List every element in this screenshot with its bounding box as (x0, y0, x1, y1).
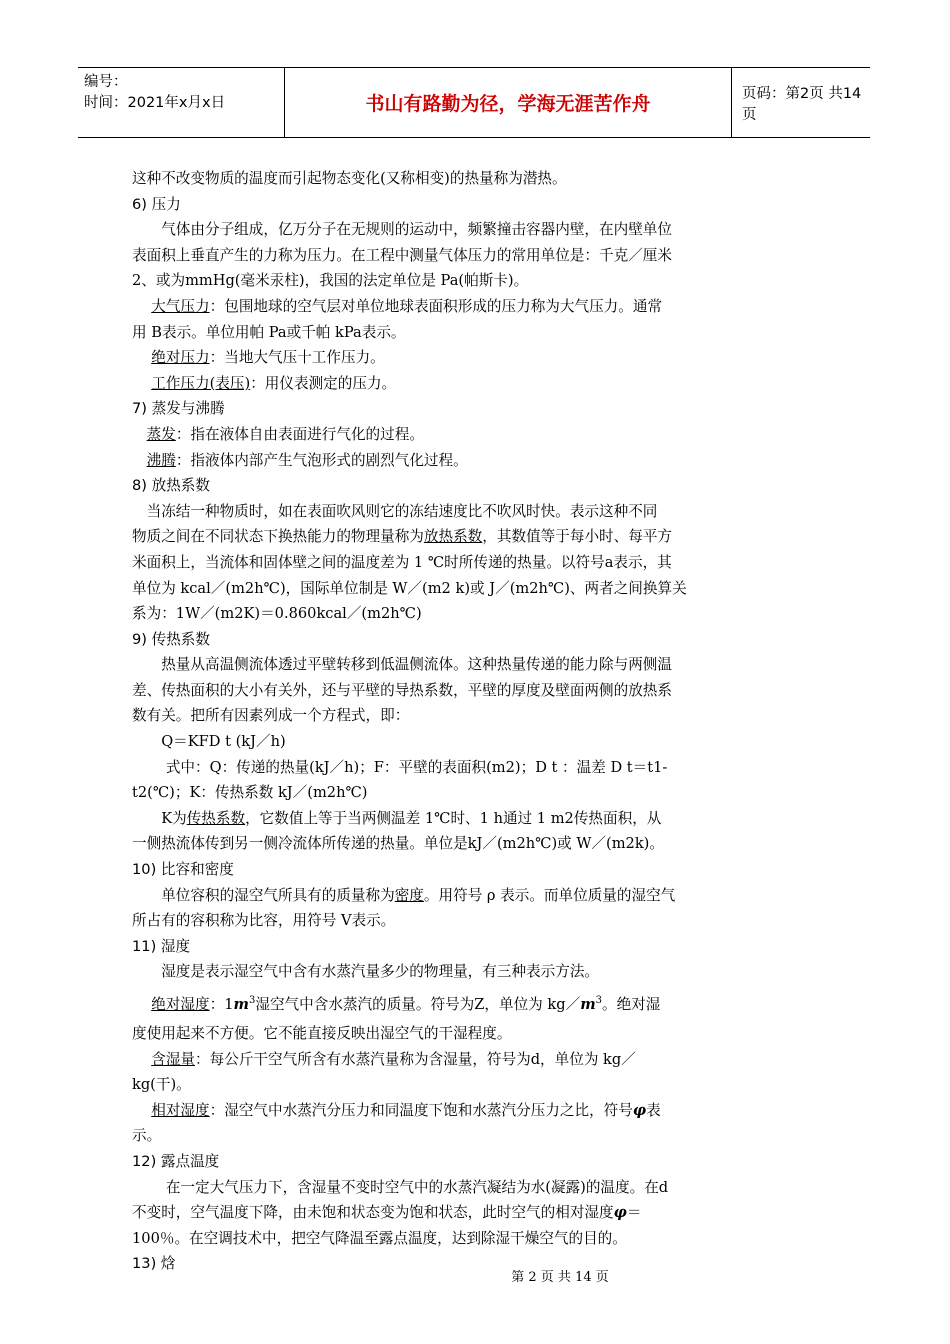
math-symbol-phi: φ (613, 1204, 627, 1222)
term-boiling: 沸腾 (146, 451, 176, 469)
document-date-label: 时间：2021年x月x日 (84, 95, 226, 111)
section-heading-evaporation: 7) 蒸发与沸腾 (132, 400, 225, 418)
term-definition: ：包围地球的空气层对单位地球表面积形成的压力称为大气压力。通常 (209, 297, 663, 315)
paragraph-line (132, 524, 854, 550)
section-heading-humidity: 11) 湿度 (132, 937, 191, 955)
text-run: 不变时，空气温度下降，由未饱和状态变为饱和状态，此时空气的相对湿度 (132, 1204, 614, 1222)
paragraph-line (132, 294, 854, 320)
paragraph-line: 一侧热流体传到另一侧冷流体所传递的热量。单位是kJ／(m2h℃)或 W／(m2k)。 (132, 835, 664, 853)
paragraph-line: 气体由分子组成，亿万分子在无规则的运动中，频繁撞击容器内壁，在内壁单位 (132, 221, 672, 239)
text-run: 表 (646, 1101, 661, 1119)
page-footer: 第 2 页 共 14 页 (511, 1270, 609, 1285)
page-header (78, 67, 870, 138)
text-run: ，它数值上等于当两侧温差 1℃时、1 h通过 1 m2传热面积，从 (245, 809, 662, 827)
text-run: 湿空气中含水蒸汽的质量。符号为Z，单位为 kg／ (255, 996, 581, 1013)
text-run: ，其数值等于每小时、每平方 (482, 528, 673, 546)
term-relative-humidity: 相对湿度 (151, 1101, 210, 1119)
document-body (132, 166, 854, 1277)
text-run: ：每公斤干空气所含有水蒸汽量称为含湿量，符号为d，单位为 kg／ (195, 1050, 636, 1068)
term-evaporation: 蒸发 (146, 425, 176, 443)
paragraph-line: 在一定大气压力下，含湿量不变时空气中的水蒸汽凝结为水(凝露)的温度。在d (132, 1178, 669, 1196)
text-run: 单位容积的湿空气所具有的质量称为 (132, 886, 395, 904)
term-absolute-humidity: 绝对湿度 (151, 996, 210, 1013)
text-run: 。用符号 ρ 表示。而单位质量的湿空气 (423, 886, 676, 904)
paragraph-line: 这种不改变物质的温度而引起物态变化(又称相变)的热量称为潜热。 (132, 170, 567, 187)
superscript: 3 (595, 995, 603, 1007)
paragraph-line: 热量从高温侧流体透过平壁转移到低温侧流体。这种热量传递的能力除与两侧温 (132, 656, 672, 674)
header-meta (78, 68, 285, 137)
text-run: 物质之间在不同状态下换热能力的物理量称为 (132, 528, 424, 546)
term-density: 密度 (394, 886, 424, 904)
math-symbol-m: m (580, 996, 596, 1013)
header-page-number: 页码：第2页 共14页 (742, 85, 862, 123)
paragraph-line: 湿度是表示湿空气中含有水蒸汽量多少的物理量，有三种表示方法。 (132, 963, 600, 981)
section-heading-enthalpy: 13) 焓 (132, 1255, 176, 1273)
term-working-pressure: 工作压力(表压) (151, 374, 251, 392)
superscript: 3 (248, 995, 256, 1007)
text-run: 。绝对湿 (602, 996, 661, 1013)
paragraph-line: 所占有的容积称为比容，用符号 V表示。 (132, 912, 396, 930)
section-heading-dew-point: 12) 露点温度 (132, 1152, 220, 1170)
term-heat-transfer-coefficient: 传热系数 (186, 809, 246, 827)
equation-line: Q＝KFD t (kJ／h) (132, 733, 286, 751)
document-number-label: 编号： (84, 74, 128, 90)
paragraph-line (132, 1098, 854, 1124)
paragraph-line: 用 B表示。单位用帕 Pa或千帕 kPa表示。 (132, 323, 406, 341)
paragraph-line: 2、或为mmHg(毫米汞柱)，我国的法定单位是 Pa(帕斯卡)。 (132, 272, 529, 290)
paragraph-line (132, 371, 854, 397)
header-motto: 书山有路勤为径，学海无涯苦作舟 (285, 68, 732, 137)
paragraph-line (132, 448, 854, 474)
paragraph-line: 系为：1W／(m2K)＝0.860kcal／(m2h℃) (132, 605, 422, 623)
paragraph-line: 度使用起来不方便。它不能直接反映出湿空气的干湿程度。 (132, 1025, 512, 1042)
term-definition: ：当地大气压十工作压力。 (209, 349, 385, 367)
term-moisture-content: 含湿量 (151, 1050, 196, 1068)
text-run: ：1 (209, 996, 234, 1013)
paragraph-line: 式中：Q：传递的热量(kJ／h)；F：平壁的表面积(m2)；D t ：温差 D t＝t1- (132, 758, 668, 776)
term-heat-release-coefficient: 放热系数 (423, 528, 483, 546)
text-run: ：湿空气中水蒸汽分压力和同温度下饱和水蒸汽分压力之比，符号 (209, 1101, 633, 1119)
paragraph-line: 表面积上垂直产生的力称为压力。在工程中测量气体压力的常用单位是：千克／厘米 (132, 246, 672, 264)
paragraph-line: 差、传热面积的大小有关外，还与平壁的导热系数，平壁的厚度及壁面两侧的放热系 (132, 681, 672, 699)
paragraph-line (132, 1200, 854, 1226)
paragraph-line: 100％。在空调技术中，把空气降温至露点温度，达到除湿干燥空气的目的。 (132, 1229, 627, 1247)
paragraph-line: 数有关。把所有因素列成一个方程式，即： (132, 707, 410, 725)
term-absolute-pressure: 绝对压力 (151, 349, 210, 367)
paragraph-line: 当冻结一种物质时，如在表面吹风则它的冻结速度比不吹风时快。表示这种不同 (132, 502, 658, 520)
text-run: ＝ (626, 1204, 642, 1222)
paragraph-line (132, 806, 854, 832)
term-definition: ：指液体内部产生气泡形式的剧烈气化过程。 (175, 451, 468, 469)
text-run: K为 (132, 809, 187, 827)
paragraph-line: kg(干)。 (132, 1076, 191, 1094)
paragraph-line (132, 985, 854, 1021)
paragraph-line: 单位为 kcal／(m2h℃)，国际单位制是 W／(m2 k)或 J／(m2h℃)、两者之间换算关 (132, 579, 687, 597)
section-heading-specific-volume-density: 10) 比容和密度 (132, 861, 234, 879)
term-definition: ：指在液体自由表面进行气化的过程。 (175, 425, 424, 443)
term-definition: ：用仪表测定的压力。 (250, 374, 397, 392)
paragraph-line: t2(℃)；K：传热系数 kJ／(m2h℃) (132, 784, 368, 802)
paragraph-line (132, 345, 854, 371)
paragraph-line (132, 883, 854, 909)
section-heading-heat-transfer-coefficient: 9) 传热系数 (132, 630, 210, 648)
paragraph-line (132, 422, 854, 448)
math-symbol-phi: φ (632, 1101, 647, 1119)
paragraph-line: 示。 (132, 1127, 162, 1145)
paragraph-line (132, 1047, 854, 1073)
section-heading-pressure: 6) 压力 (132, 195, 181, 213)
paragraph-line: 米面积上，当流体和固体壁之间的温度差为 1 ℃时所传递的热量。以符号a表示，其 (132, 553, 672, 571)
math-symbol-m: m (233, 996, 249, 1013)
section-heading-heat-release-coefficient: 8) 放热系数 (132, 477, 210, 495)
term-atmospheric-pressure: 大气压力 (151, 297, 210, 315)
